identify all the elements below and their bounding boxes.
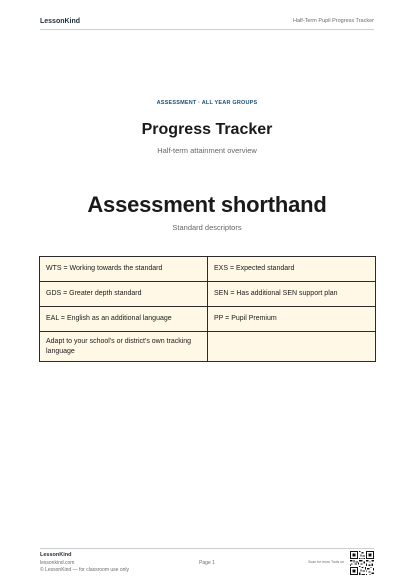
header-divider	[40, 29, 374, 30]
page-number: Page 1	[199, 560, 215, 566]
footer-divider	[40, 548, 374, 549]
section-title: Assessment shorthand	[87, 192, 327, 217]
table-cell: EAL = English as an additional language	[40, 307, 208, 332]
header-brand: LessonKind	[40, 17, 81, 25]
page-header	[40, 14, 374, 28]
footer-copyright: © LessonKind — for classroom use only	[40, 567, 130, 573]
table-cell: GDS = Greater depth standard	[40, 282, 208, 307]
page-subtitle: Half-term attainment overview	[157, 146, 257, 155]
table-row	[40, 282, 376, 307]
footer-brand: LessonKind	[40, 552, 72, 558]
table-cell: WTS = Working towards the standard	[40, 257, 208, 282]
descriptors-table	[39, 256, 376, 362]
qr-scan-note: Scan for more Tools on	[308, 560, 344, 564]
header-document-title: Half-Term Pupil Progress Tracker	[293, 18, 374, 24]
footer-website-link[interactable]: lessonkind.com	[40, 560, 75, 566]
qr-code-icon	[350, 551, 374, 575]
table-cell	[208, 332, 376, 362]
table-row	[40, 307, 376, 332]
page-title: Progress Tracker	[141, 121, 273, 138]
eyebrow-label: ASSESSMENT · ALL YEAR GROUPS	[156, 100, 258, 106]
section-subtitle: Standard descriptors	[172, 223, 242, 232]
table-cell: Adapt to your school's or district's own tracking language	[40, 332, 208, 362]
table-cell: SEN = Has additional SEN support plan	[208, 282, 376, 307]
table-cell: PP = Pupil Premium	[208, 307, 376, 332]
table-row	[40, 332, 376, 362]
table-cell: EXS = Expected standard	[208, 257, 376, 282]
table-row	[40, 257, 376, 282]
